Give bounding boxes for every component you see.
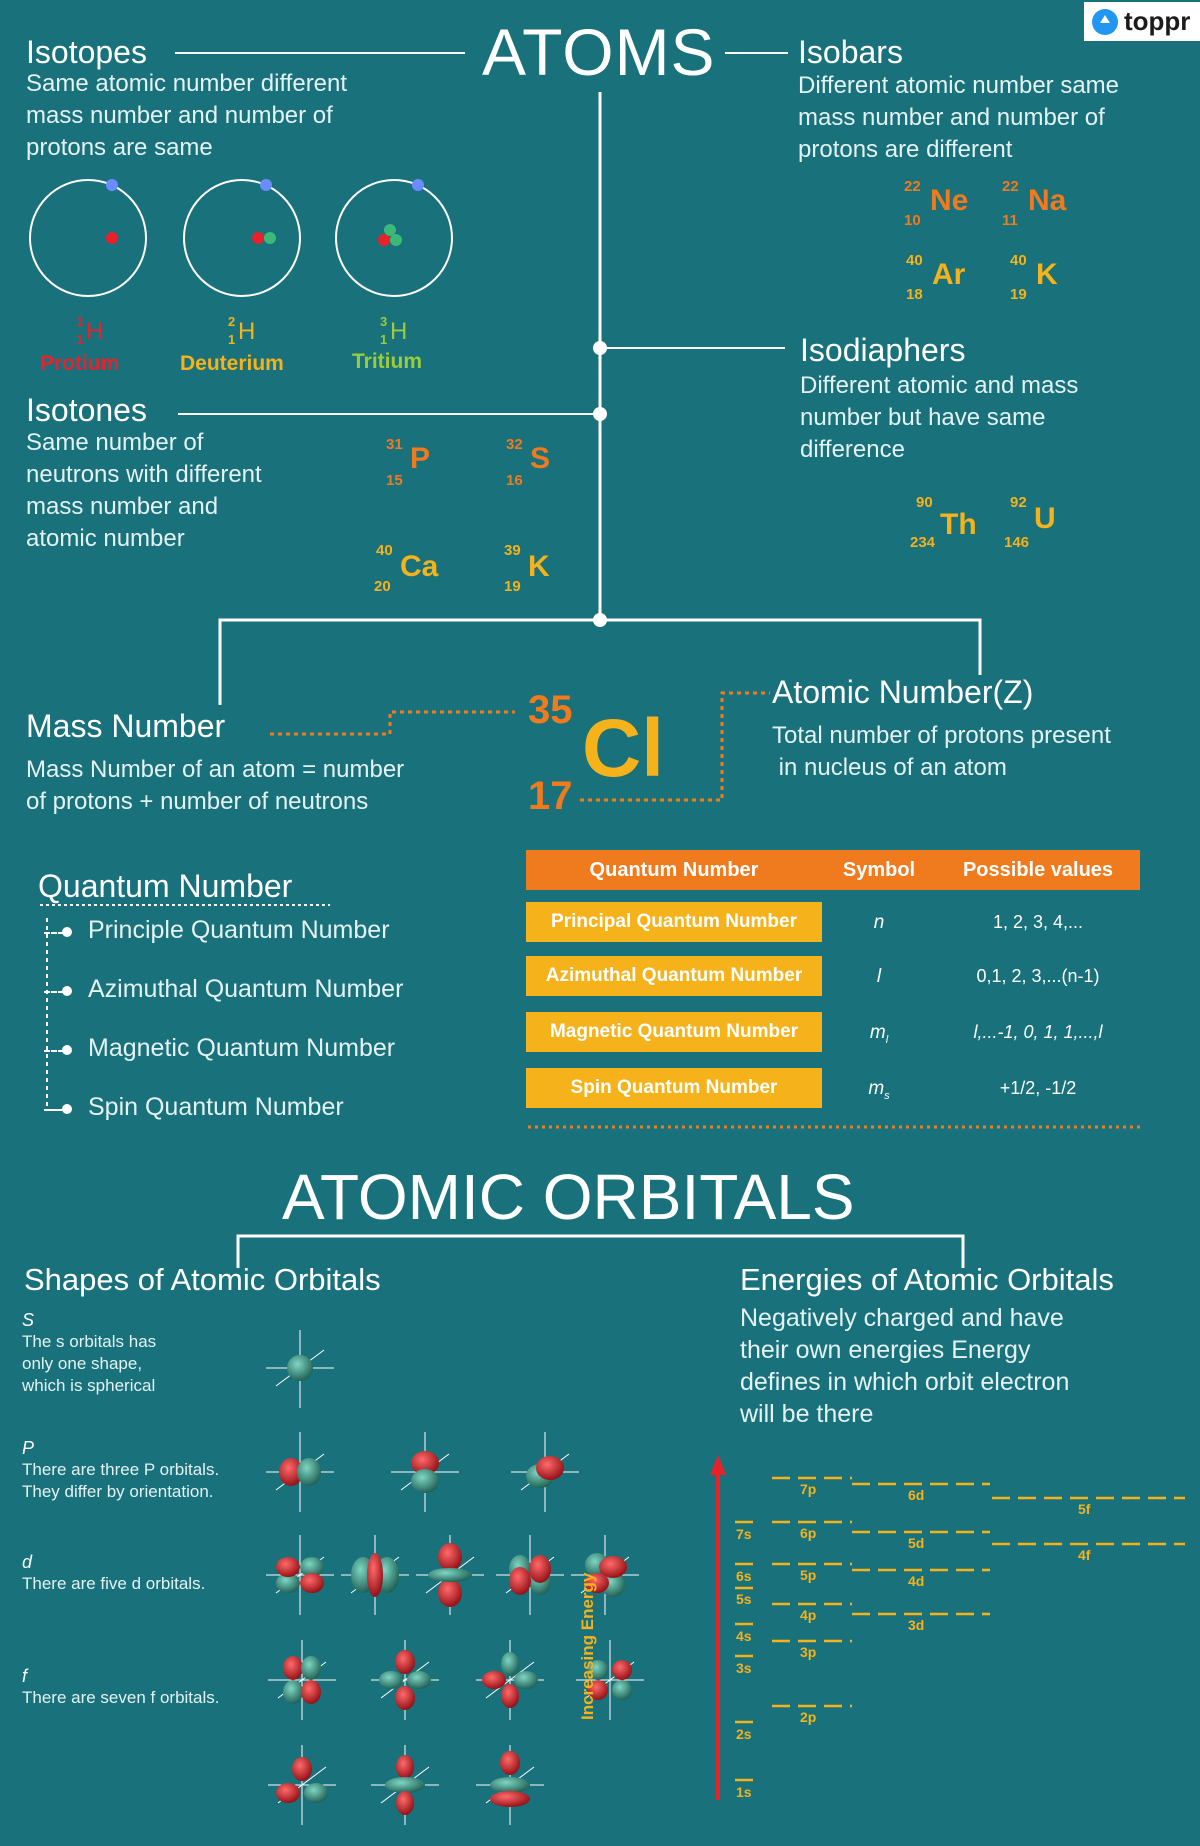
isotope-atoms	[24, 170, 464, 310]
level-1s: 1s	[736, 1784, 752, 1800]
protium-label: Protium	[40, 352, 120, 375]
d-orbital	[496, 1535, 564, 1615]
quantum-number-title: Quantum Number	[38, 868, 293, 904]
table-row: Azimuthal Quantum Number l 0,1, 2, 3,...(n-1)	[526, 956, 1140, 996]
element-ne: 22 10 Ne	[904, 178, 969, 229]
p-orbital	[266, 1432, 334, 1512]
d-orbital	[341, 1535, 409, 1615]
p-orbital	[511, 1432, 579, 1512]
d-orbital	[416, 1535, 484, 1615]
table-row: Spin Quantum Number $m_s$ +1/2, -1/2	[526, 1068, 1140, 1108]
energies-description: Negatively charged and have their own energies Energy defines in which orbit electron will be there	[740, 1304, 1070, 1428]
isodiaphers-title: Isodiaphers	[800, 332, 966, 368]
deuterium-label: Deuterium	[180, 352, 284, 375]
orbital-shapes-illustration	[250, 1330, 670, 1840]
chlorine-symbol: Cl	[582, 703, 664, 794]
level-4f: 4f	[1078, 1547, 1091, 1563]
atomic-orbitals-title: ATOMIC ORBITALS	[282, 1161, 855, 1233]
level-5d: 5d	[908, 1535, 925, 1551]
toppr-logo	[1084, 2, 1200, 41]
f-orbital	[371, 1745, 439, 1825]
chlorine-atomic-number: 17	[528, 774, 573, 818]
level-4s: 4s	[736, 1628, 752, 1644]
f-orbital	[268, 1640, 336, 1720]
level-3p: 3p	[800, 1644, 817, 1660]
f-orbital	[371, 1640, 439, 1720]
isotones-title: Isotones	[26, 392, 147, 428]
orbital-s-text: S The s orbitals has only one shape, which is spherical	[22, 1310, 157, 1395]
level-7s: 7s	[736, 1526, 752, 1542]
table-row: Principal Quantum Number n 1, 2, 3, 4,...	[526, 902, 1140, 942]
level-4d: 4d	[908, 1573, 925, 1589]
element-ar: 40 18 Ar	[906, 252, 966, 303]
element-p: 31 15 P	[386, 436, 431, 489]
level-3s: 3s	[736, 1660, 752, 1676]
isodiaphers-description: Different atomic and mass number but have same difference	[800, 372, 1079, 463]
mass-number-description: Mass Number of an atom = number of protons + number of neutrons	[26, 756, 405, 815]
atomic-number-description: Total number of protons present in nucleus of an atom	[772, 722, 1111, 781]
element-u: 92 146 U	[1004, 494, 1056, 551]
quantum-number-table	[526, 850, 1140, 1102]
element-s: 32 16 S	[506, 436, 551, 489]
level-4p: 4p	[800, 1607, 817, 1623]
element-th: 90 234 Th	[910, 494, 977, 551]
atoms-title: ATOMS	[482, 15, 716, 89]
energy-axis-label: Increasing Energy	[578, 1572, 597, 1720]
s-orbital	[266, 1330, 334, 1408]
level-2s: 2s	[736, 1726, 752, 1742]
p-orbital	[391, 1432, 459, 1512]
protium-atom	[30, 179, 146, 296]
element-k-isobar: 40 19 K	[1010, 252, 1058, 303]
chlorine-mass-number: 35	[528, 688, 573, 732]
isobars-description: Different atomic number same mass number and number of protons are different	[798, 72, 1120, 163]
level-3d: 3d	[908, 1617, 925, 1633]
d-orbital	[266, 1535, 334, 1615]
element-k-isotone: 39 19 K	[504, 542, 550, 595]
element-na: 22 11 Na	[1002, 178, 1067, 229]
level-6d: 6d	[908, 1487, 925, 1503]
f-orbital	[476, 1745, 544, 1825]
orbital-p-text: P There are three P orbitals. They differ by orientation.	[22, 1438, 220, 1501]
level-7p: 7p	[800, 1481, 817, 1497]
level-5f: 5f	[1078, 1501, 1091, 1517]
mass-number-title: Mass Number	[26, 708, 226, 744]
level-5p: 5p	[800, 1567, 817, 1583]
brand-name: toppr	[1124, 6, 1191, 36]
isobars-title: Isobars	[798, 34, 903, 70]
deuterium-atom	[184, 179, 300, 296]
shapes-title: Shapes of Atomic Orbitals	[24, 1262, 381, 1297]
f-orbital	[476, 1640, 544, 1720]
atomic-number-title: Atomic Number(Z)	[772, 674, 1034, 710]
orbital-d-text: d There are five d orbitals.	[22, 1552, 206, 1593]
level-5s: 5s	[736, 1591, 752, 1607]
bullet-icon	[62, 1104, 72, 1114]
f-orbital	[268, 1745, 336, 1825]
arrow-up-icon	[1092, 9, 1118, 35]
isotones-description: Same number of neutrons with different mass number and atomic number	[26, 429, 262, 552]
energies-title: Energies of Atomic Orbitals	[740, 1262, 1114, 1297]
tritium-atom	[336, 179, 452, 296]
isotopes-description: Same atomic number different mass number and number of protons are same	[26, 70, 348, 161]
table-header: Quantum Number Symbol Possible values	[526, 850, 1140, 890]
table-row: Magnetic Quantum Number $m_l$ l,...-1, 0, 1, 1,...,l	[526, 1012, 1140, 1052]
tritium-label: Tritium	[352, 350, 423, 373]
bullet-icon	[62, 1045, 72, 1055]
level-6s: 6s	[736, 1568, 752, 1584]
energy-level-diagram	[730, 1460, 1190, 1810]
level-6p: 6p	[800, 1525, 817, 1541]
bullet-icon	[62, 927, 72, 937]
level-2p: 2p	[800, 1709, 817, 1725]
element-ca: 40 20 Ca	[374, 542, 439, 595]
isotopes-title: Isotopes	[26, 34, 147, 70]
orbital-f-text: f There are seven f orbitals.	[22, 1666, 220, 1707]
bullet-icon	[62, 986, 72, 996]
